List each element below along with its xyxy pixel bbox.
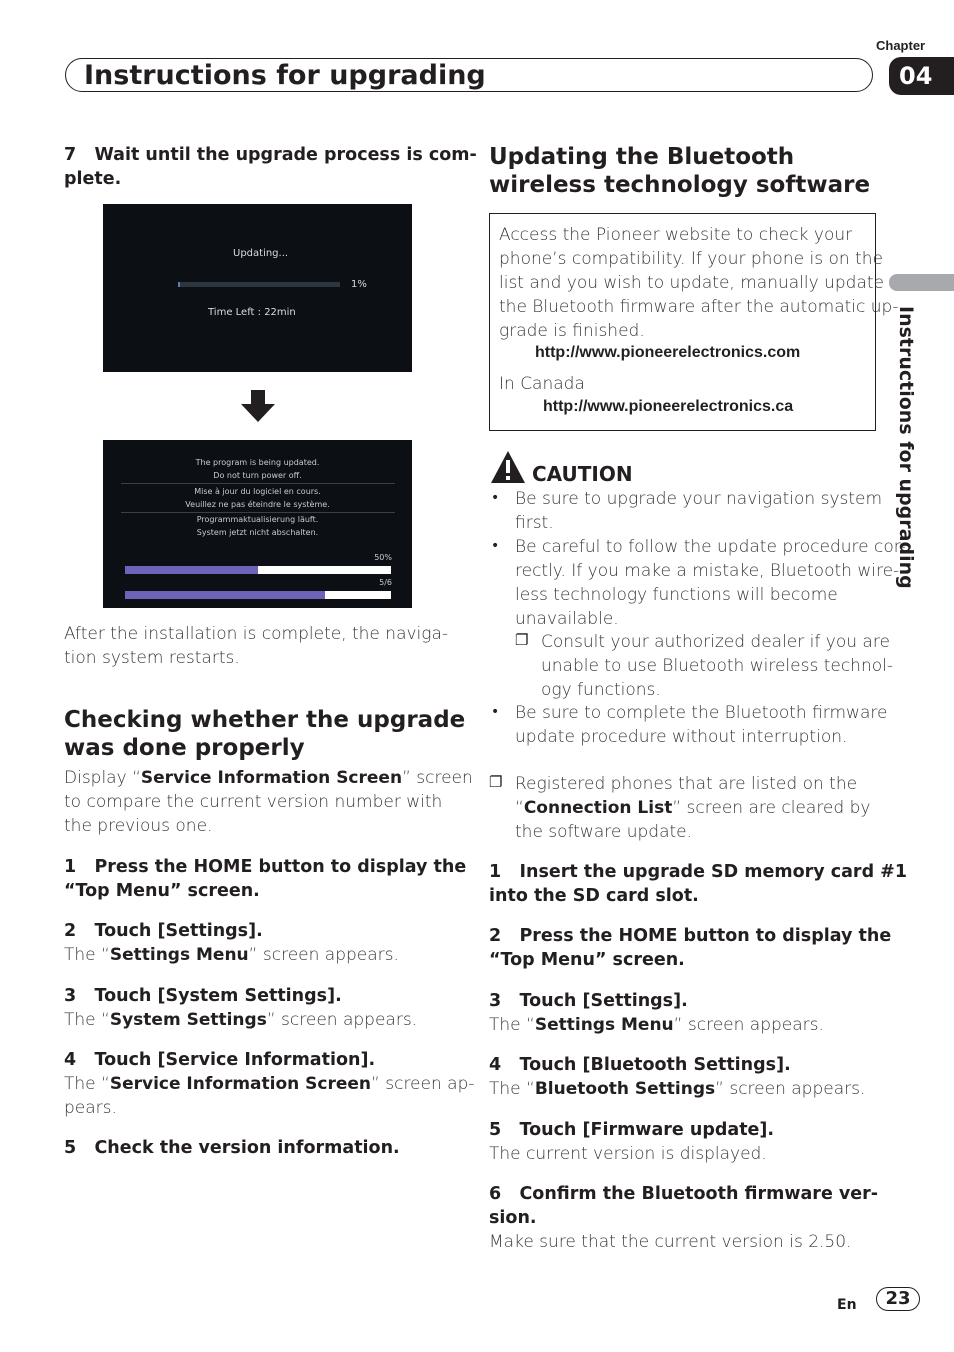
page-number: 23 [876,1287,920,1311]
text-line: Be sure to upgrade your navigation system [515,489,883,509]
section-title-checking [64,706,465,762]
warning-icon [490,450,526,484]
step-text: Confirm the Bluetooth firmware ver- [519,1184,879,1204]
text-line: grade is finished. [499,321,645,341]
website-info-text [499,223,898,343]
divider [121,512,395,513]
text-line: phone’s compatibility. If your phone is on the [499,249,883,269]
text-line: less technology functions will become [515,585,838,605]
emphasis: Service Information Screen [140,768,403,788]
canada-label: In Canada [499,374,585,394]
text-line: unavailable. [515,609,619,629]
updating-screen [103,204,412,372]
bt-step-4 [489,1053,865,1101]
side-tab-label: Instructions for upgrading [895,306,917,589]
caution-bullet-2 [515,535,906,631]
chapter-label: Chapter [876,38,926,53]
divider [121,483,395,484]
step-text-cont: plete. [64,169,122,189]
step-text: Touch [System Settings]. [94,986,342,1006]
step-text: Wait until the upgrade process is com- [94,145,477,165]
text: The “ [64,1010,110,1030]
progress-fill [178,282,180,287]
msg-de-2: System jetzt nicht abschalten. [196,528,319,537]
text-line: pears. [64,1098,117,1118]
text: ” screen appears. [673,1015,824,1035]
side-tab-marker [889,274,954,291]
title-line: Checking whether the upgrade [64,707,466,733]
msg-fr-2: Veuillez ne pas éteindre le système. [185,500,330,509]
text-line: Consult your authorized dealer if you are [541,632,890,652]
step-text: Check the version information. [94,1138,400,1158]
text: The “ [489,1015,535,1035]
progress-bar-2-fill [125,591,325,599]
bt-step-3 [489,989,824,1037]
text: The “ [489,1079,535,1099]
step-text: Touch [Service Information]. [94,1050,376,1070]
step-number: 7 [64,145,77,165]
text-line: rectly. If you make a mistake, Bluetooth wire- [515,561,900,581]
msg-en-2: Do not turn power off. [213,471,302,480]
text-line: first. [515,513,554,533]
emphasis: Service Information Screen [109,1074,372,1094]
text-line: Be careful to follow the update procedure cor- [515,537,906,557]
pioneer-ca-link[interactable]: http://www.pioneerelectronics.ca [543,398,794,415]
emphasis: Connection List [523,798,673,818]
step-number: 3 [64,986,77,1006]
step-number: 1 [64,857,77,877]
step-text: Press the HOME button to display the [519,926,892,946]
section-title-bluetooth [489,143,870,199]
emphasis: Settings Menu [534,1015,674,1035]
caution-sub-1 [541,630,893,702]
text: ” screen appears. [715,1079,866,1099]
step-text: Touch [Settings]. [519,991,688,1011]
text-line: the previous one. [64,816,213,836]
msg-fr-1: Mise à jour du logiciel en cours. [194,487,321,496]
arrow-down-icon [241,390,275,422]
check-step-3 [64,984,417,1032]
title-line: Updating the Bluetooth [489,144,795,170]
text: ” screen ap- [371,1074,475,1094]
step-body: Make sure that the current version is 2.50. [489,1232,852,1252]
step-number: 2 [64,921,77,941]
step-text-cont: “Top Menu” screen. [489,950,685,970]
updating-label: Updating... [233,248,289,259]
step-number: 4 [489,1055,502,1075]
step-number: 4 [64,1050,77,1070]
msg-de-1: Programmaktualisierung läuft. [196,515,319,524]
text-line: to compare the current version number with [64,792,443,812]
bt-step-6 [489,1182,878,1254]
step-text-cont: “Top Menu” screen. [64,881,260,901]
text-line: unable to use Bluetooth wireless technol- [541,656,893,676]
text: Display “ [64,768,141,788]
step-text: Press the HOME button to display the [94,857,467,877]
text-line: the Bluetooth firmware after the automatic up- [499,297,899,317]
progress-bar-1 [125,566,391,574]
progress-percent: 1% [351,279,367,290]
page-title: Instructions for upgrading [84,60,486,91]
check-step-1 [64,855,466,903]
title-line: wireless technology software [489,172,871,198]
text: ” screen appears. [266,1010,418,1030]
text: The “ [64,1074,110,1094]
emphasis: Settings Menu [109,945,249,965]
text-line: tion system restarts. [64,648,240,668]
step-number: 5 [64,1138,77,1158]
text: ” screen are cleared by [672,798,871,818]
step-7 [64,143,477,191]
text: “ [515,798,524,818]
step-number: 3 [489,991,502,1011]
emphasis: Bluetooth Settings [534,1079,716,1099]
bt-step-5 [489,1118,774,1166]
step-text: Touch [Firmware update]. [519,1120,775,1140]
text-line: After the installation is complete, the naviga- [64,624,449,644]
bt-step-1 [489,860,907,908]
caution-title: CAUTION [532,462,633,486]
check-step-5 [64,1136,400,1160]
step-number: 5 [489,1120,502,1140]
bullet-dot: • [491,538,500,554]
step-body: The current version is displayed. [489,1144,767,1164]
step-text-cont: into the SD card slot. [489,886,699,906]
emphasis: System Settings [109,1010,267,1030]
bullet-dot: • [491,704,500,720]
progress-track [178,282,340,287]
check-step-4 [64,1048,475,1120]
bullet-dot: • [491,490,500,506]
text-line: Be sure to complete the Bluetooth firmware [515,703,888,723]
step-text: Insert the upgrade SD memory card #1 [519,862,908,882]
text: ” screen [402,768,473,788]
checkbox-icon: ❐ [515,631,529,649]
note-registered-phones [515,772,870,844]
chapter-number: 04 [889,57,954,95]
time-left: Time Left : 22min [208,307,296,318]
step-number: 6 [489,1184,502,1204]
step-text: Touch [Settings]. [94,921,263,941]
text-line: update procedure without interruption. [515,727,848,747]
title-line: was done properly [64,735,305,761]
text-line: ogy functions. [541,680,661,700]
text-line: Access the Pioneer website to check your [499,225,853,245]
text: The “ [64,945,110,965]
step-text-cont: sion. [489,1208,537,1228]
pioneer-us-link[interactable]: http://www.pioneerelectronics.com [535,344,801,361]
text-line: Registered phones that are listed on the [515,774,858,794]
caution-bullet-1 [515,487,882,535]
after-install-text [64,622,448,670]
progress-bar-2 [125,591,391,599]
text: ” screen appears. [248,945,399,965]
step-text: Touch [Bluetooth Settings]. [519,1055,791,1075]
step-number: 2 [489,926,502,946]
checking-intro [64,766,473,838]
text-line: list and you wish to update, manually update [499,273,884,293]
bar2-label: 5/6 [379,578,392,587]
text-line: the software update. [515,822,693,842]
bt-step-2 [489,924,891,972]
step-number: 1 [489,862,502,882]
language-label: En [837,1297,857,1313]
caution-bullet-3 [515,701,887,749]
check-step-2 [64,919,399,967]
checkbox-icon: ❐ [489,773,503,791]
updating-screen-2 [103,440,412,608]
bar1-label: 50% [374,553,392,562]
msg-en-1: The program is being updated. [195,458,320,467]
progress-bar-1-fill [125,566,258,574]
